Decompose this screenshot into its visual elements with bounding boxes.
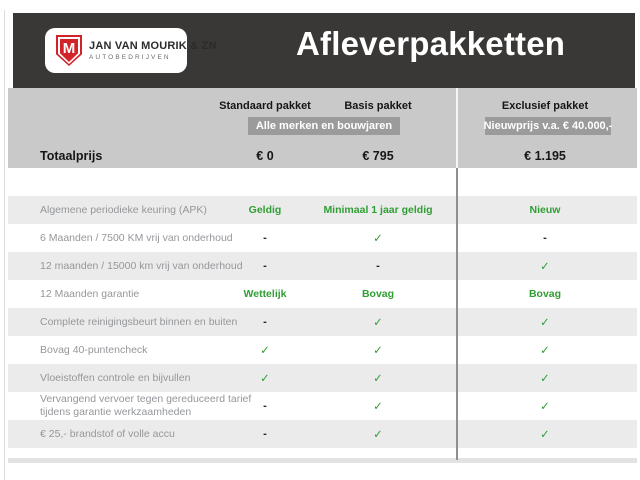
badge-nieuwprijs: Nieuwprijs v.a. € 40.000,- <box>485 117 611 135</box>
left-edge-line <box>4 10 5 480</box>
brand-text <box>89 40 217 61</box>
cell-basis: ✓ <box>373 317 383 329</box>
cell-exclusief: Nieuw <box>529 204 561 216</box>
brand-name: JAN VAN MOURIK & ZN <box>89 40 217 52</box>
feature-label: Algemene periodieke keuring (APK) <box>40 203 207 216</box>
cell-basis: ✓ <box>373 233 383 245</box>
feature-label: 12 maanden / 15000 km vrij van onderhoud <box>40 259 243 272</box>
cell-exclusief: ✓ <box>540 317 550 329</box>
brand-logo <box>45 28 217 73</box>
exclusive-column-divider-band <box>456 88 458 168</box>
cell-exclusief: Bovag <box>528 288 562 300</box>
cell-basis: ✓ <box>373 345 383 357</box>
cell-exclusief: ✓ <box>540 401 550 413</box>
feature-label: Bovag 40-puntencheck <box>40 343 148 356</box>
total-standaard: € 0 <box>256 149 274 163</box>
table-row <box>8 280 637 308</box>
column-header-basis: Basis pakket <box>344 100 412 112</box>
table-row <box>8 364 637 392</box>
cell-standaard: - <box>263 316 267 328</box>
cell-basis: ✓ <box>373 429 383 441</box>
cell-exclusief: ✓ <box>540 261 550 273</box>
feature-label: 6 Maanden / 7500 KM vrij van onderhoud <box>40 231 233 244</box>
cell-standaard: - <box>263 260 267 272</box>
table-row <box>8 336 637 364</box>
cell-standaard: - <box>263 428 267 440</box>
cell-standaard: ✓ <box>260 373 270 385</box>
total-basis: € 795 <box>362 149 394 163</box>
top-header-bar <box>13 13 635 88</box>
cell-standaard: - <box>263 400 267 412</box>
table-row <box>8 420 637 448</box>
badge-alle-merken: Alle merken en bouwjaren <box>248 117 400 135</box>
bottom-strip <box>8 458 637 463</box>
feature-label: Complete reinigingsbeurt binnen en buiten <box>40 315 238 328</box>
table-row <box>8 392 637 420</box>
cell-basis: ✓ <box>373 373 383 385</box>
cell-exclusief: ✓ <box>540 345 550 357</box>
brand-subtitle: AUTOBEDRIJVEN <box>89 54 171 61</box>
cell-exclusief: ✓ <box>540 373 550 385</box>
feature-table <box>8 196 637 448</box>
brand-shield-icon <box>56 35 82 66</box>
cell-standaard: Geldig <box>248 204 282 216</box>
cell-standaard: Wettelijk <box>243 288 287 300</box>
pricing-header-band <box>8 88 637 168</box>
feature-label: € 25,- brandstof of volle accu <box>40 427 175 440</box>
cell-basis: - <box>376 260 380 272</box>
page-title: Afleverpakketten <box>296 25 566 62</box>
brand-monogram: M <box>62 40 76 57</box>
totals-label: Totaalprijs <box>40 149 103 163</box>
total-exclusief: € 1.195 <box>524 149 566 163</box>
exclusive-column-divider-rows <box>456 168 458 460</box>
cell-basis: Minimaal 1 jaar geldig <box>323 204 433 216</box>
table-row <box>8 308 637 336</box>
table-row <box>8 224 637 252</box>
cell-standaard: - <box>263 232 267 244</box>
feature-label: 12 Maanden garantie <box>40 287 140 300</box>
column-header-standaard: Standaard pakket <box>219 100 311 112</box>
table-row <box>8 252 637 280</box>
cell-exclusief: ✓ <box>540 429 550 441</box>
cell-basis: ✓ <box>373 401 383 413</box>
cell-basis: Bovag <box>361 288 395 300</box>
cell-exclusief: - <box>543 232 547 244</box>
table-row <box>8 196 637 224</box>
feature-label: Vervangend vervoer tegen gereduceerd tarief tijdens garantie werkzaamheden <box>40 393 252 418</box>
feature-label: Vloeistoffen controle en bijvullen <box>40 371 191 384</box>
column-header-exclusief: Exclusief pakket <box>501 100 589 112</box>
cell-standaard: ✓ <box>260 345 270 357</box>
